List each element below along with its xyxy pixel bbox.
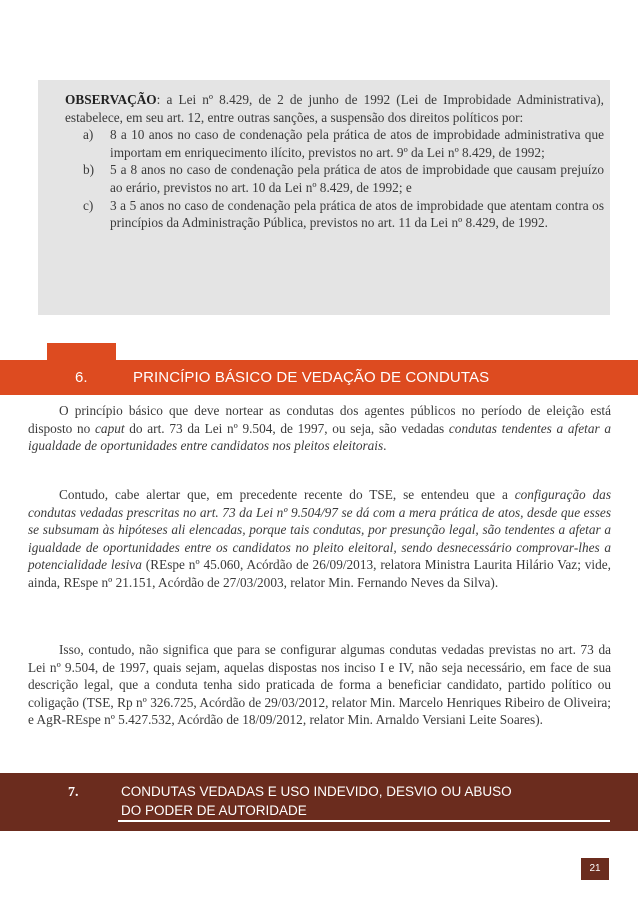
section-title: CONDUTAS VEDADAS E USO INDEVIDO, DESVIO OU ABUSO DO PODER DE AUTORIDADE: [121, 784, 512, 818]
section-number: 7.: [68, 785, 79, 800]
section-divider: [118, 820, 610, 822]
page-number: 21: [581, 858, 609, 880]
list-marker: c): [83, 197, 94, 213]
list-item: c) 3 a 5 anos no caso de condenação pela prática de atos de improbidade que atentam contra os princípios da Administração Pública, previstos no art. 11 da Lei nº 8.429, de 1992.: [83, 197, 604, 231]
observation-label: OBSERVAÇÃO: [65, 92, 157, 107]
list-item: a) 8 a 10 anos no caso de condenação pela prática de atos de improbidade administrativa que importam em enriquecimento ilícito, previstos no art. 9º da Lei nº 8.429, de 1992;: [83, 127, 604, 160]
section-7-header: [0, 773, 638, 831]
list-marker: b): [83, 162, 95, 178]
observation-list: [65, 126, 604, 232]
observation-box: [38, 80, 610, 315]
section-6-paragraph-2: Contudo, cabe alertar que, em precedente recente do TSE, se entendeu que a configuração das condutas vedadas prescritas no art. 73 da Lei nº 9.504/97 se dá com a mera prática de atos, desde que esses se subsumam às hipóteses ali elencadas, porque tais condutas, por presunção legal, são tendentes a afetar a igualdade de oportunidades entre os candidatos no pleito eleitoral, sendo desnecessário comprovar-lhes a potencialidade lesiva (REspe nº 45.060, Acórdão de 26/09/2013, relatora Ministra Laurita Hilário Vaz; vide, ainda, REspe nº 21.151, Acórdão de 27/03/2003, relator Min. Fernando Neves da Silva).: [28, 487, 612, 590]
section-number: 6.: [75, 369, 88, 386]
section-6-paragraph-1: O princípio básico que deve nortear as condutas dos agentes públicos no período de eleição está disposto no caput do art. 73 da Lei nº 9.504, de 1997, ou seja, são vedadas condutas tendentes a afetar a igualdade de oportunidades entre candidatos nos pleitos eleitorais.: [28, 403, 611, 454]
list-marker: a): [83, 127, 94, 143]
observation-intro: OBSERVAÇÃO: a Lei nº 8.429, de 2 de junho de 1992 (Lei de Improbidade Administrativa), estabelece, em seu art. 12, entre outras sanções, a suspensão dos direitos políticos por:: [65, 92, 604, 125]
section-title: PRINCÍPIO BÁSICO DE VEDAÇÃO DE CONDUTAS: [133, 369, 490, 386]
list-item: b) 5 a 8 anos no caso de condenação pela prática de atos de improbidade que causam prejuízo ao erário, previstos no art. 10 da Lei nº 8.429, de 1992; e: [83, 162, 604, 195]
section-6-paragraph-3: Isso, contudo, não significa que para se configurar algumas condutas vedadas previstas no art. 73 da Lei nº 9.504, de 1997, quais sejam, aquelas dispostas nos inciso I e IV, não seja necessário, em face de sua descrição legal, que a conduta tenha sido praticada de forma a beneficiar candidato, partido político ou coligação (TSE, Rp nº 326.725, Acórdão de 29/03/2012, relator Min. Marcelo Henriques Ribeiro de Oliveira; e AgR-REspe nº 5.427.532, Acórdão de 18/09/2012, relator Min. Arnaldo Versiani Leite Soares).: [28, 642, 611, 728]
section-6-header: [0, 343, 638, 395]
